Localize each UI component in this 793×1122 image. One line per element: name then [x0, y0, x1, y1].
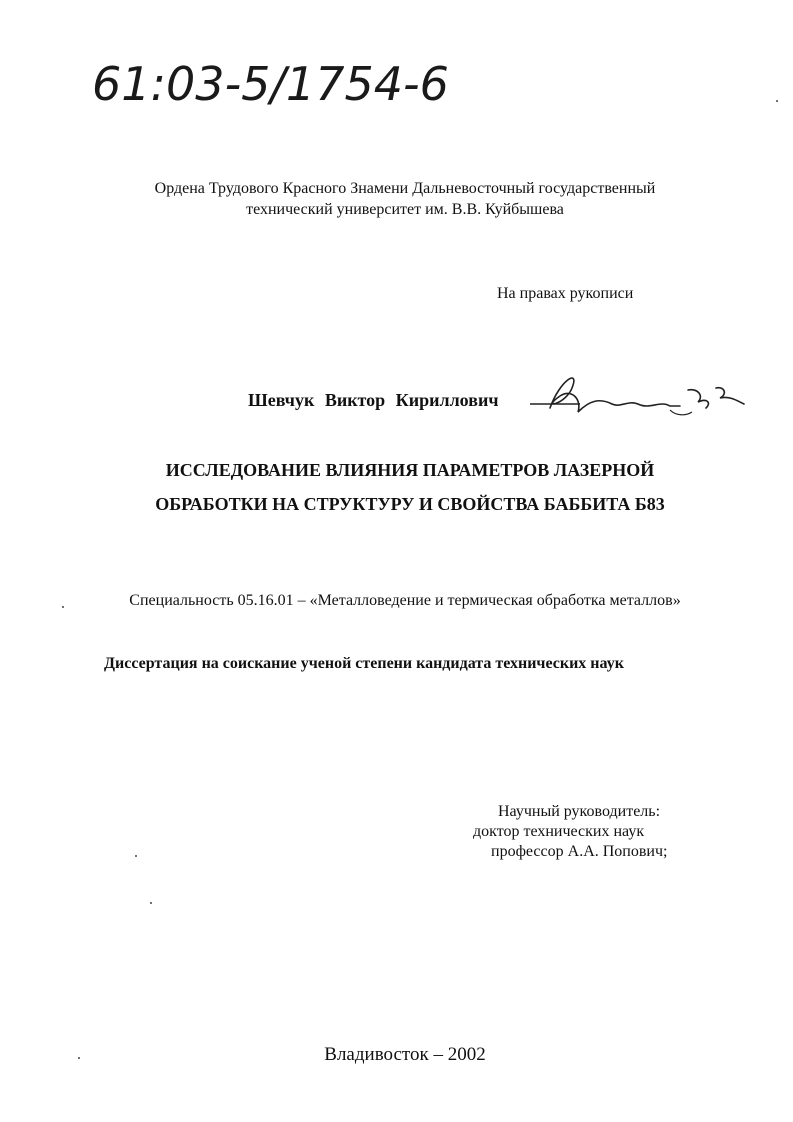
- supervisor-degree: доктор технических наук: [473, 823, 645, 840]
- handwritten-catalog-number: [92, 52, 512, 122]
- rights-notice: На правах рукописи: [497, 285, 634, 302]
- scan-speck: [78, 1057, 80, 1059]
- scan-speck: [150, 902, 152, 904]
- scan-speck: [135, 855, 137, 857]
- scan-speck: [62, 606, 64, 608]
- supervisor-name: профессор А.А. Попович;: [491, 843, 668, 860]
- scan-speck: [776, 100, 778, 102]
- title-line-2: ОБРАБОТКИ НА СТРУКТУРУ И СВОЙСТВА БАББИТА Б83: [155, 494, 665, 514]
- dissertation-note: Диссертация на соискание ученой степени кандидата технических наук: [104, 655, 624, 672]
- supervisor-label: Научный руководитель:: [498, 803, 661, 820]
- institution-line-2: технический университет им. В.В. Куйбышева: [246, 201, 564, 218]
- institution-name: [60, 178, 750, 220]
- author-signature: [520, 360, 760, 430]
- institution-line-1: Ордена Трудового Красного Знамени Дальневосточный государственный: [154, 180, 656, 197]
- handwritten-number-text: 61:03-5/1754-6: [92, 57, 449, 111]
- city-year: Владивосток – 2002: [324, 1044, 486, 1065]
- author-name: Шевчук Виктор Кириллович: [248, 390, 499, 410]
- title-line-1: ИССЛЕДОВАНИЕ ВЛИЯНИЯ ПАРАМЕТРОВ ЛАЗЕРНОЙ: [165, 460, 655, 480]
- dissertation-title: [80, 453, 740, 521]
- speciality-line: Специальность 05.16.01 – «Металловедение и термическая обработка металлов»: [129, 592, 681, 609]
